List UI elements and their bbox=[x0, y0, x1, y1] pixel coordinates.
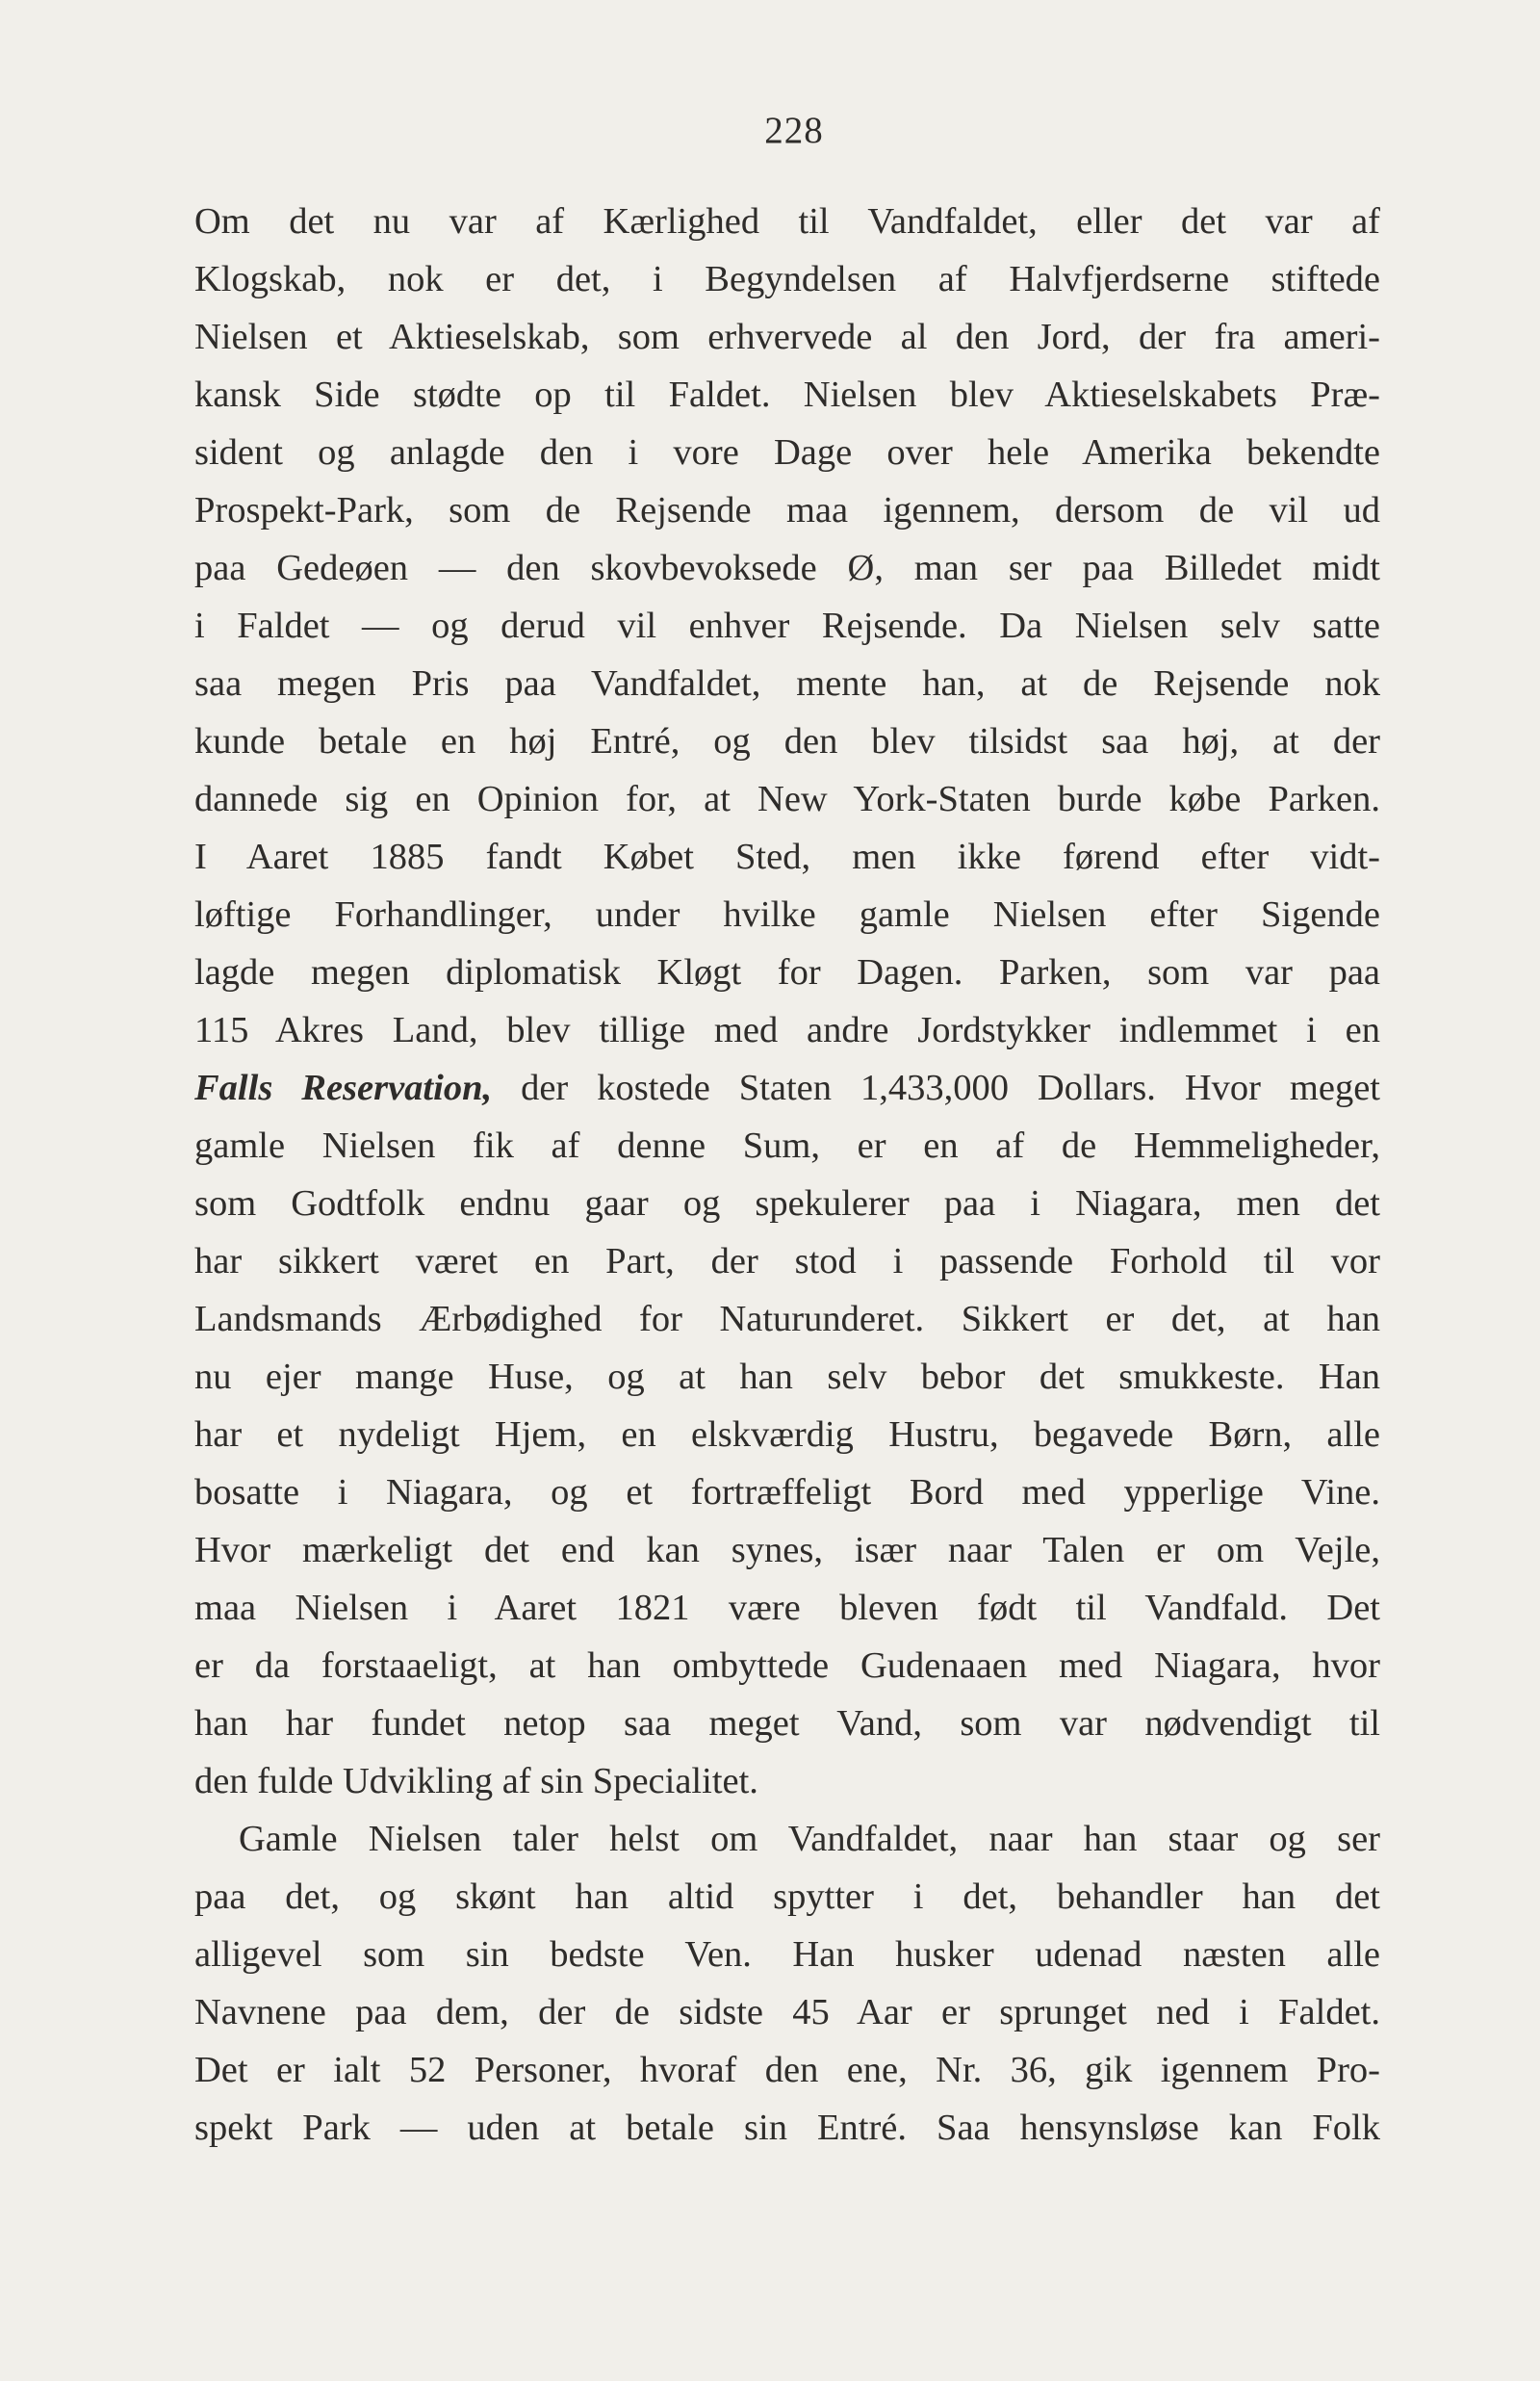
text-line: kansk Side stødte op til Faldet. Nielsen blev Aktieselskabets Præ- bbox=[194, 375, 1380, 415]
text-line: maa Nielsen i Aaret 1821 være bleven født til Vandfald. Det bbox=[194, 1588, 1380, 1628]
text-line: han har fundet netop saa meget Vand, som var nødvendigt til bbox=[194, 1703, 1380, 1744]
text-line: paa Gedeøen — den skovbevoksede Ø, man ser paa Billedet midt bbox=[194, 548, 1380, 588]
text-line: nu ejer mange Huse, og at han selv bebor det smukkeste. Han bbox=[194, 1357, 1380, 1397]
text-line: Gamle Nielsen taler helst om Vandfaldet, naar han staar og ser bbox=[239, 1819, 1380, 1859]
text-line: saa megen Pris paa Vandfaldet, mente han, at de Rejsende nok bbox=[194, 663, 1380, 704]
text-line: Prospekt-Park, som de Rejsende maa igennem, dersom de vil ud bbox=[194, 490, 1380, 531]
line-continuation: der kostede Staten 1,433,000 Dollars. Hvor meget bbox=[492, 1068, 1380, 1108]
text-line: 115 Akres Land, blev tillige med andre Jordstykker indlemmet i en bbox=[194, 1010, 1380, 1050]
text-line: gamle Nielsen fik af denne Sum, er en af de Hemmeligheder, bbox=[194, 1126, 1380, 1166]
text-line: løftige Forhandlinger, under hvilke gamle Nielsen efter Sigende bbox=[194, 894, 1380, 935]
text-line: alligevel som sin bedste Ven. Han husker udenad næsten alle bbox=[194, 1934, 1380, 1975]
text-line: den fulde Udvikling af sin Specialitet. bbox=[194, 1761, 758, 1801]
text-line: er da forstaaeligt, at han ombyttede Gudenaaen med Niagara, hvor bbox=[194, 1645, 1380, 1686]
text-line: har sikkert været en Part, der stod i passende Forhold til vor bbox=[194, 1241, 1380, 1281]
page-number: 228 bbox=[764, 110, 824, 151]
text-line: I Aaret 1885 fandt Købet Sted, men ikke førend efter vidt- bbox=[194, 837, 1380, 877]
italic-phrase: Falls Reservation, bbox=[194, 1068, 493, 1108]
text-line: spekt Park — uden at betale sin Entré. Saa hensynsløse kan Folk bbox=[194, 2108, 1380, 2148]
text-line: har et nydeligt Hjem, en elskværdig Hustru, begavede Børn, alle bbox=[194, 1414, 1380, 1455]
text-line: Nielsen et Aktieselskab, som erhvervede al den Jord, der fra ameri- bbox=[194, 317, 1380, 357]
body-text bbox=[194, 193, 1380, 2157]
text-line: Om det nu var af Kærlighed til Vandfaldet, eller det var af bbox=[194, 201, 1380, 242]
text-line: dannede sig en Opinion for, at New York-Staten burde købe Parken. bbox=[194, 779, 1380, 819]
text-line: bosatte i Niagara, og et fortræffeligt Bord med ypperlige Vine. bbox=[194, 1472, 1380, 1513]
text-line: Navnene paa dem, der de sidste 45 Aar er sprunget ned i Faldet. bbox=[194, 1992, 1380, 2032]
text-line: Landsmands Ærbødighed for Naturunderet. Sikkert er det, at han bbox=[194, 1299, 1380, 1339]
text-line: paa det, og skønt han altid spytter i det, behandler han det bbox=[194, 1876, 1380, 1917]
text-line: Hvor mærkeligt det end kan synes, især naar Talen er om Vejle, bbox=[194, 1530, 1380, 1570]
text-line: som Godtfolk endnu gaar og spekulerer paa i Niagara, men det bbox=[194, 1183, 1380, 1224]
text-line: kunde betale en høj Entré, og den blev tilsidst saa høj, at der bbox=[194, 721, 1380, 762]
text-line-with-italic bbox=[194, 1059, 1380, 1117]
text-line: i Faldet — og derud vil enhver Rejsende. Da Nielsen selv satte bbox=[194, 606, 1380, 646]
text-line: sident og anlagde den i vore Dage over hele Amerika bekendte bbox=[194, 432, 1380, 473]
text-line: Klogskab, nok er det, i Begyndelsen af Halvfjerdserne stiftede bbox=[194, 259, 1380, 299]
text-line: Det er ialt 52 Personer, hvoraf den ene, Nr. 36, gik igennem Pro- bbox=[194, 2050, 1380, 2090]
text-line: lagde megen diplomatisk Kløgt for Dagen. Parken, som var paa bbox=[194, 952, 1380, 993]
